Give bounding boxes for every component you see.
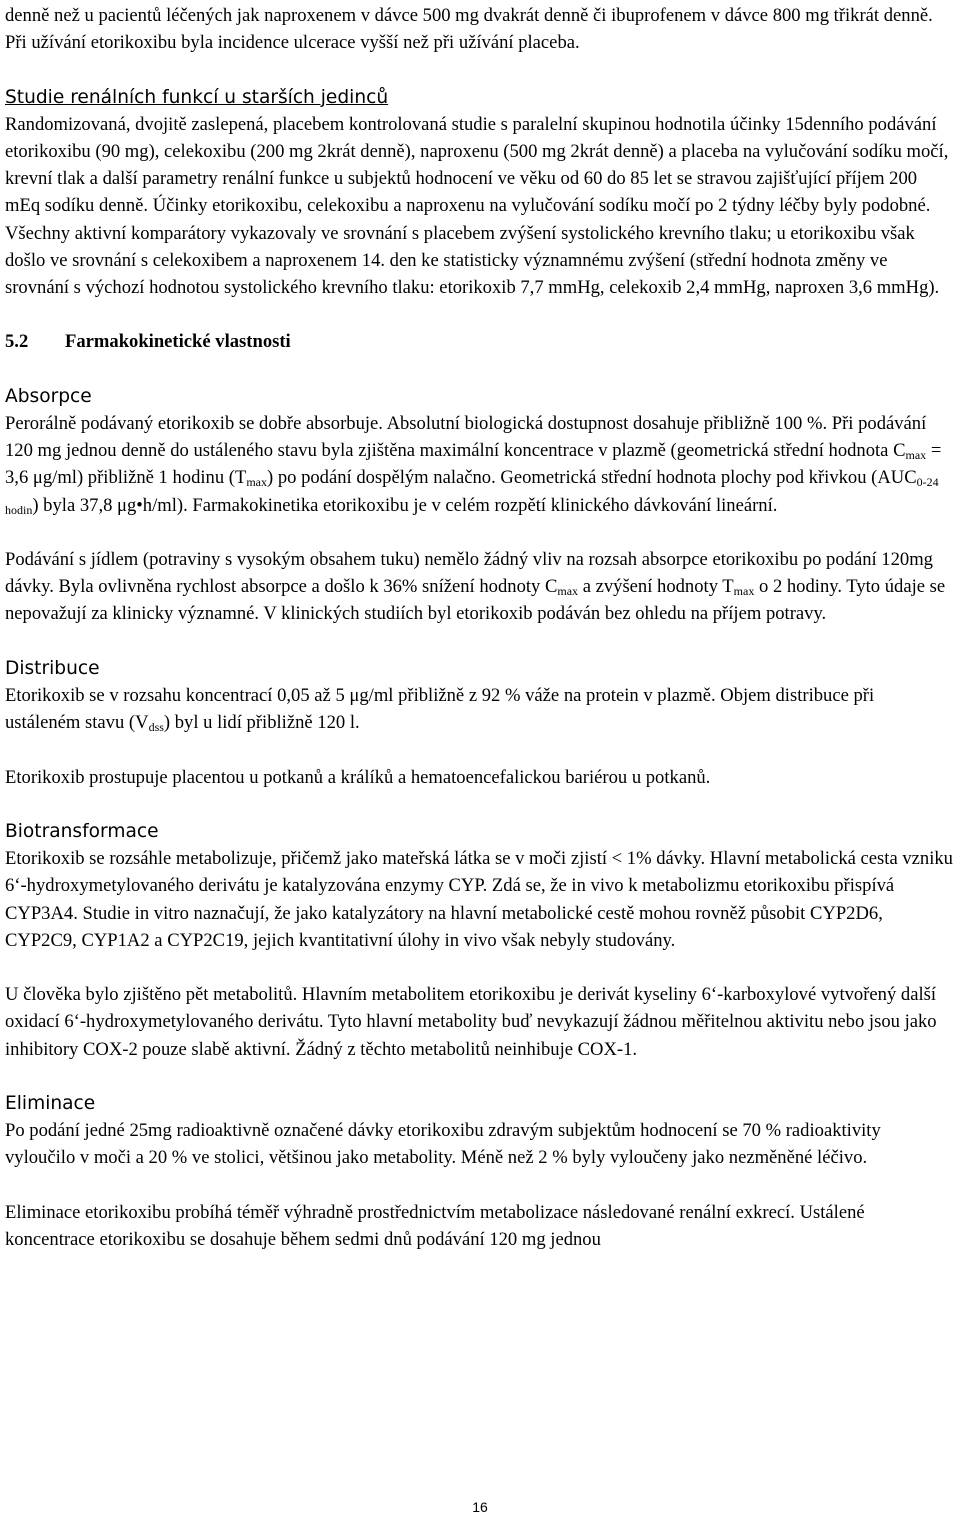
section-name: Farmakokinetické vlastnosti xyxy=(65,331,291,353)
paragraph-intro: denně než u pacientů léčených jak naproxenem v dávce 500 mg dvakrát denně či ibuprofenem v dávce 800 mg třikrát denně. Při užívání etorikoxibu byla incidence ulcerace vyšší než při užívání placeba. xyxy=(5,5,933,54)
paragraph-eliminace-1: Po podání jedné 25mg radioaktivně označené dávky etorikoxibu zdravým subjektům hodnocení se 70 % radioaktivity vyloučilo v moči a 20 % ve stolici, většinou jako metabolity. Méně než 2 % byly vyloučeny jako nezměněné léčivo. xyxy=(5,1120,881,1169)
section-title xyxy=(5,328,953,355)
heading-distribuce: Distribuce xyxy=(5,657,100,679)
paragraph-biotransformace-1: Etorikoxib se rozsáhle metabolizuje, přičemž jako mateřská látka se v moči zjistí < 1% dávky. Hlavní metabolická cesta vzniku 6‘-hydroxymetylovaného derivátu je katalyzována enzymy CYP. Zdá se, že in vivo k metabolizmu etorikoxibu přispívá CYP3A4. Studie in vitro naznačují, že jako katalyzátory na hlavní metabolické cestě mohou rovněž působit CYP2D6, CYP2C9, CYP1A2 a CYP2C19, jejich kvantitativní úlohy in vivo však nebyly studovány. xyxy=(5,848,953,951)
paragraph-absorpce-2: Podávání s jídlem (potraviny s vysokým obsahem tuku) nemělo žádný vliv na rozsah absorpce etorikoxibu po podání 120mg dávky. Byla ovlivněna rychlost absorpce a došlo k 36% snížení hodnoty $C_{max}$ a zvýšení hodnoty $T_{max}$ o 2 hodiny. Tyto údaje se nepovažují za klinicky významné. V klinických studiích byl etorikoxib podáván bez ohledu na příjem potravy. xyxy=(5,549,946,625)
heading-renal-study: Studie renálních funkcí u starších jedinců xyxy=(5,86,389,108)
paragraph-distribuce-2: Etorikoxib prostupuje placentou u potkanů a králíků a hematoencefalickou bariérou u potkanů. xyxy=(5,766,711,788)
paragraph-eliminace-2: Eliminace etorikoxibu probíhá téměř výhradně prostřednictvím metabolizace následované renální exkrecí. Ustálené koncentrace etorikoxibu se dosahuje během sedmi dnů podávání 120 mg jednou xyxy=(5,1201,865,1250)
section-number: 5.2 xyxy=(5,331,29,353)
heading-absorpce: Absorpce xyxy=(5,385,92,407)
document-page xyxy=(5,2,953,1253)
page-number: 16 xyxy=(472,1499,488,1515)
paragraph-biotransformace-2: U člověka bylo zjištěno pět metabolitů. Hlavním metabolitem etorikoxibu je derivát kyseliny 6‘-karboxylové vytvořený další oxidací 6‘-hydroxymetylovaného derivátu. Tyto hlavní metabolity buď nevykazují žádnou měřitelnou aktivitu nebo jsou jako inhibitory COX-2 pouze slabě aktivní. Žádný z těchto metabolitů neinhibuje COX-1. xyxy=(5,984,937,1060)
paragraph-distribuce-1: Etorikoxib se v rozsahu koncentrací 0,05 až 5 μg/ml přibližně z 92 % váže na protein v plazmě. Objem distribuce při ustáleném stavu $(V_{dss})$ byl u lidí přibližně 120 l. xyxy=(5,685,875,735)
paragraph-renal-study: Randomizovaná, dvojitě zaslepená, placebem kontrolovaná studie s paralelní skupinou hodnotila účinky 15denního podávání etorikoxibu (90 mg), celekoxibu (200 mg 2krát denně), naproxenu (500 mg 2krát denně) a placeba na vylučování sodíku močí, krevní tlak a další parametry renální funkce u subjektů hodnocení ve věku od 60 do 85 let se stravou zajišťující příjem 200 mEq sodíku denně. Účinky etorikoxibu, celekoxibu a naproxenu na vylučování sodíku močí po 2 týdny léčby byly podobné. Všechny aktivní komparátory vykazovaly ve srovnání s placebem zvýšení systolického krevního tlaku; u etorikoxibu však došlo ve srovnání s celekoxibem a naproxenem 14. den ke statisticky významnému zvýšení (střední hodnota změny ve srovnání s výchozí hodnotou systolického krevního tlaku: etorikoxib 7,7 mmHg, celekoxib 2,4 mmHg, naproxen 3,6 mmHg). xyxy=(5,113,949,299)
heading-biotransformace: Biotransformace xyxy=(5,820,159,842)
heading-eliminace: Eliminace xyxy=(5,1092,96,1114)
paragraph-absorpce-1: Perorálně podávaný etorikoxib se dobře absorbuje. Absolutní biologická dostupnost dosahuje přibližně 100 %. Při podávání 120 mg jednou denně do ustáleného stavu byla zjištěna maximální koncentrace v plazmě (geometrická střední hodnota $C_{max} = 3,6$ μg/ml) přibližně 1 hodinu $(T_{max})$ po podání dospělým nalačno. Geometrická střední hodnota plochy pod křivkou $(AUC_{0-24 hodin})$ byla 37,8 μg•h/ml). Farmakokinetika etorikoxibu je v celém rozpětí klinického dávkování lineární. xyxy=(5,413,942,517)
